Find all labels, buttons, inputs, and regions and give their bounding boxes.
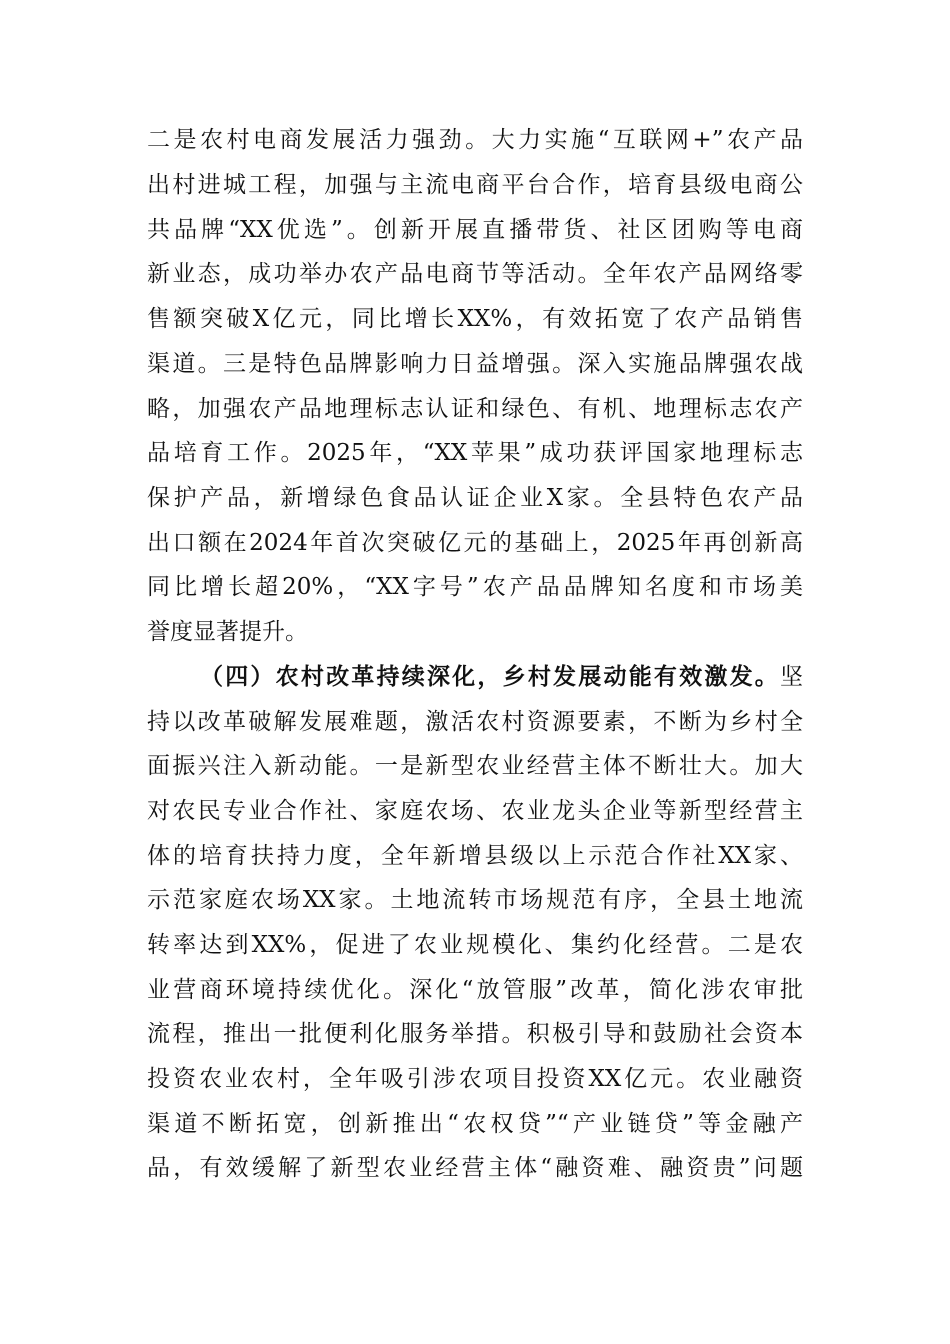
text-line: 示范家庭农场XX家。土地流转市场规范有序，全县土地流 (147, 887, 803, 913)
text-line: 业营商环境持续优化。深化“放管服”改革，简化涉农审批 (147, 977, 803, 1003)
text-line: 品培育工作。2025年，“XX苹果”成功获评国家地理标志 (147, 440, 803, 466)
text-line: 出口额在2024年首次突破亿元的基础上，2025年再创新高 (147, 530, 803, 556)
text-line: 二是农村电商发展活力强劲。大力实施“互联网+”农产品 (147, 127, 803, 153)
text-line: 渠道。三是特色品牌影响力日益增强。深入实施品牌强农战 (147, 351, 803, 377)
section-heading: （四）农村改革持续深化，乡村发展动能有效激发。 (200, 663, 780, 690)
text-line: 同比增长超20%，“XX字号”农产品品牌知名度和市场美 (147, 574, 803, 600)
text-line: 投资农业农村，全年吸引涉农项目投资XX亿元。农业融资 (147, 1066, 803, 1092)
text-line: 转率达到XX%，促进了农业规模化、集约化经营。二是农 (147, 932, 803, 958)
text-line: 体的培育扶持力度，全年新增县级以上示范合作社XX家、 (147, 843, 803, 869)
text-line: 保护产品，新增绿色食品认证企业X家。全县特色农产品 (147, 485, 803, 511)
text-line: 品，有效缓解了新型农业经营主体“融资难、融资贵”问题 (147, 1155, 803, 1181)
text-line: 略，加强农产品地理标志认证和绿色、有机、地理标志农产 (147, 396, 803, 422)
section-heading-line (200, 657, 803, 697)
text-line: 流程，推出一批便利化服务举措。积极引导和鼓励社会资本 (147, 1021, 803, 1047)
text-line: 誉度显著提升。 (147, 619, 308, 645)
text-line: 面振兴注入新动能。一是新型农业经营主体不断壮大。加大 (147, 753, 803, 779)
text-line: 共品牌“XX优选”。创新开展直播带货、社区团购等电商 (147, 217, 803, 243)
text-line: 对农民专业合作社、家庭农场、农业龙头企业等新型经营主 (147, 798, 803, 824)
text-line: 售额突破X亿元，同比增长XX%，有效拓宽了农产品销售 (147, 306, 803, 332)
text-line: 新业态，成功举办农产品电商节等活动。全年农产品网络零 (147, 261, 803, 287)
text-line: 出村进城工程，加强与主流电商平台合作，培育县级电商公 (147, 172, 803, 198)
section-heading-tail: 坚 (780, 664, 803, 690)
text-line: 渠道不断拓宽，创新推出“农权贷”“产业链贷”等金融产 (147, 1111, 803, 1137)
text-line: 持以改革破解发展难题，激活农村资源要素，不断为乡村全 (147, 709, 803, 735)
